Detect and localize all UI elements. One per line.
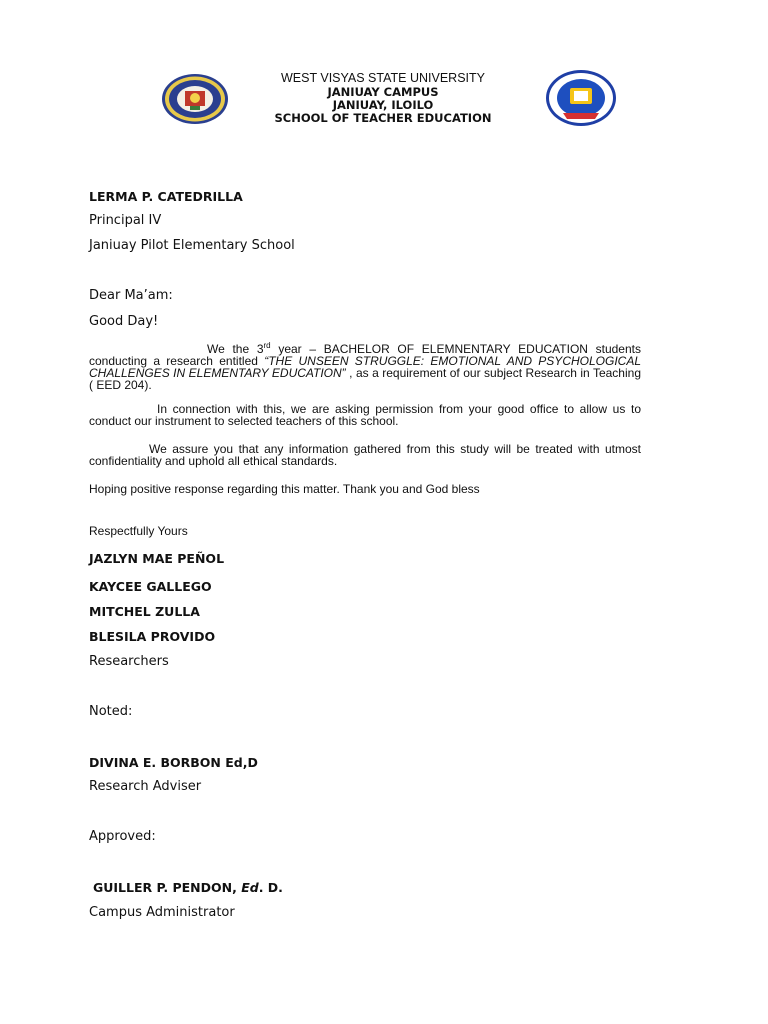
school-seal-logo (545, 69, 617, 127)
body-paragraph-2 (89, 403, 641, 427)
administrator-degree-end: . D. (258, 880, 283, 895)
campus-location: JANIUAY, ILOILO (332, 98, 434, 112)
body-paragraph-4 (89, 483, 641, 495)
p3-text: We assure you that any information gathered from this study will be treated with utmost confidentiality and uphold all ethical standards. (89, 442, 641, 468)
administrator-name (93, 880, 283, 895)
researcher-name: KAYCEE GALLEGO (89, 579, 212, 594)
recipient-name: LERMA P. CATEDRILLA (89, 189, 243, 204)
administrator-degree-italic: Ed (241, 880, 259, 895)
research-title: “THE UNSEEN STRUGGLE: EMOTIONAL AND PSYCHOLOGICAL CHALLENGES IN ELEMENTARY EDUCATION” (89, 354, 642, 380)
body-paragraph-3 (89, 443, 641, 467)
approved-label: Approved: (89, 829, 156, 844)
researchers-label: Researchers (89, 654, 169, 669)
university-seal-logo (161, 73, 229, 125)
university-name: WEST VISYAS STATE UNIVERSITY (281, 71, 485, 85)
p1-superscript: rd (263, 341, 271, 350)
researcher-name: BLESILA PROVIDO (89, 629, 216, 644)
researcher-name: MITCHEL ZULLA (89, 604, 200, 619)
closing: Respectfully Yours (89, 524, 188, 538)
campus-name: JANIUAY CAMPUS (327, 85, 439, 99)
p4-text: Hoping positive response regarding this matter. Thank you and God bless (89, 482, 480, 496)
p1-middle: year – BACHELOR OF ELEMNENTARY EDUCATION students conducting a research entitled (89, 342, 641, 368)
body-paragraph-1 (89, 340, 641, 391)
administrator-name-main: GUILLER P. PENDON, (93, 880, 242, 895)
administrator-title: Campus Administrator (89, 905, 235, 920)
recipient-school: Janiuay Pilot Elementary School (89, 238, 295, 253)
greeting: Good Day! (89, 314, 159, 329)
adviser-title: Research Adviser (89, 779, 202, 794)
adviser-name: DIVINA E. BORBON Ed,D (89, 755, 258, 770)
recipient-position: Principal IV (89, 213, 162, 228)
p1-end: , as a requirement of our subject Research in Teaching ( EED 204). (89, 366, 641, 392)
noted-label: Noted: (89, 704, 133, 719)
researcher-name: JAZLYN MAE PEÑOL (89, 551, 225, 566)
p1-start: We the 3 (207, 342, 264, 356)
salutation: Dear Ma’am: (89, 288, 173, 303)
school-name: SCHOOL OF TEACHER EDUCATION (274, 111, 492, 125)
p2-text: In connection with this, we are asking permission from your good office to allow us to conduct our instrument to selected teachers of this school. (89, 402, 641, 428)
